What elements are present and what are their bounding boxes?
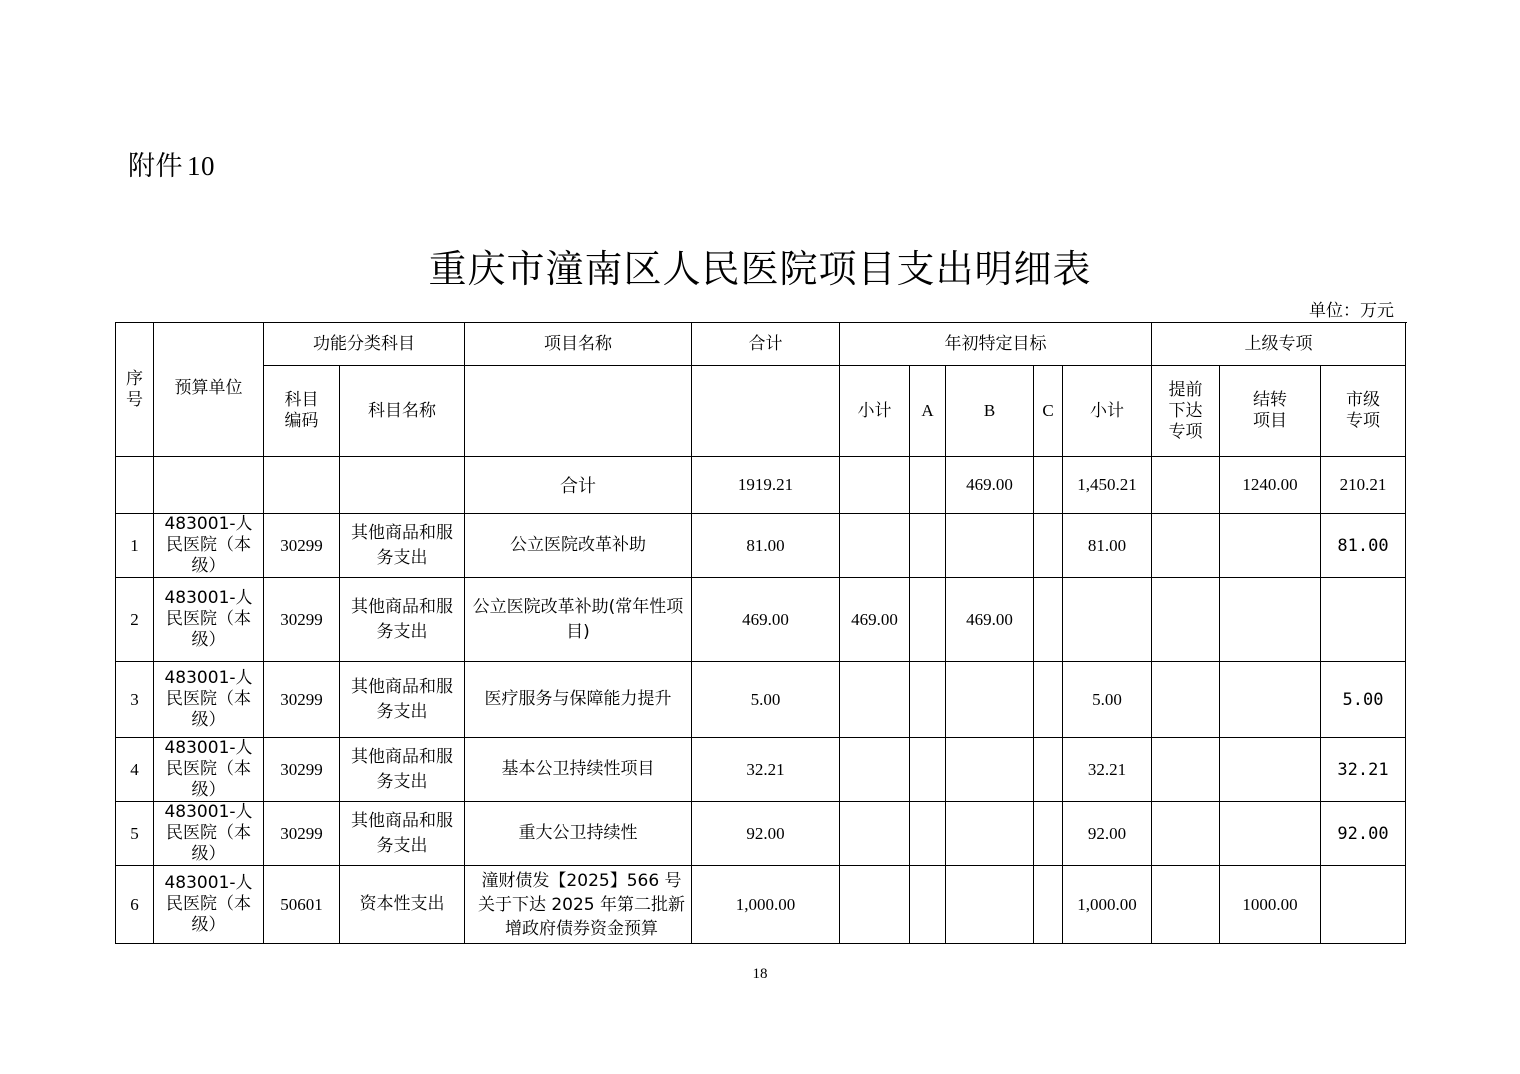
row-municipal: 5.00 xyxy=(1321,662,1406,738)
header-budget-unit: 预算单位 xyxy=(154,323,264,457)
row-carryover xyxy=(1220,802,1321,866)
row-col-a xyxy=(910,802,946,866)
header-col-b: B xyxy=(946,366,1034,457)
row-target-subtotal xyxy=(840,662,910,738)
table-row xyxy=(116,802,1406,866)
total-municipal: 210.21 xyxy=(1321,457,1406,514)
row-advance xyxy=(1152,738,1220,802)
header-row-1 xyxy=(116,323,1406,366)
row-total: 92.00 xyxy=(692,802,840,866)
row-col-a xyxy=(910,578,946,662)
table-row xyxy=(116,738,1406,802)
total-target-subtotal xyxy=(840,457,910,514)
header-subject-name: 科目名称 xyxy=(340,366,465,457)
total-c xyxy=(1034,457,1063,514)
row-budget-unit: 483001-人民医院（本级） xyxy=(154,866,264,944)
row-total: 1,000.00 xyxy=(692,866,840,944)
total-unit xyxy=(154,457,264,514)
row-total: 81.00 xyxy=(692,514,840,578)
row-seq: 1 xyxy=(116,514,154,578)
row-col-a xyxy=(910,514,946,578)
row-target-subtotal xyxy=(840,802,910,866)
row-superior-subtotal: 32.21 xyxy=(1063,738,1152,802)
row-col-b xyxy=(946,802,1034,866)
row-superior-subtotal xyxy=(1063,578,1152,662)
header-carryover: 结转项目 xyxy=(1220,366,1321,457)
row-col-c xyxy=(1034,866,1063,944)
row-col-c xyxy=(1034,578,1063,662)
row-project-name: 重大公卫持续性 xyxy=(465,802,692,866)
row-carryover xyxy=(1220,514,1321,578)
table-row xyxy=(116,514,1406,578)
row-seq: 6 xyxy=(116,866,154,944)
header-target-subtotal: 小计 xyxy=(840,366,910,457)
header-subject-code: 科目编码 xyxy=(264,366,340,457)
row-col-a xyxy=(910,866,946,944)
unit-label: 单位：万元 xyxy=(1309,301,1394,321)
row-subject-code: 30299 xyxy=(264,578,340,662)
row-budget-unit: 483001-人民医院（本级） xyxy=(154,662,264,738)
attachment-number: 10 xyxy=(187,151,215,181)
row-superior-subtotal: 92.00 xyxy=(1063,802,1152,866)
row-total: 32.21 xyxy=(692,738,840,802)
total-label: 合计 xyxy=(465,457,692,514)
row-subject-code: 30299 xyxy=(264,662,340,738)
row-municipal: 92.00 xyxy=(1321,802,1406,866)
total-total: 1919.21 xyxy=(692,457,840,514)
row-seq: 3 xyxy=(116,662,154,738)
attachment-label-text: 附件 xyxy=(128,151,183,182)
row-subject-code: 30299 xyxy=(264,738,340,802)
header-row-2 xyxy=(116,366,1406,457)
total-seq xyxy=(116,457,154,514)
header-total: 合计 xyxy=(692,323,840,366)
header-project-name: 项目名称 xyxy=(465,323,692,366)
row-advance xyxy=(1152,578,1220,662)
row-budget-unit: 483001-人民医院（本级） xyxy=(154,738,264,802)
row-project-name: 潼财债发【2025】566 号关于下达 2025 年第二批新增政府债券资金预算 xyxy=(465,866,692,944)
row-seq: 4 xyxy=(116,738,154,802)
row-col-a xyxy=(910,662,946,738)
table-row xyxy=(116,866,1406,944)
page-title: 重庆市潼南区人民医院项目支出明细表 xyxy=(428,247,1092,291)
row-municipal: 32.21 xyxy=(1321,738,1406,802)
row-target-subtotal xyxy=(840,514,910,578)
header-col-a: A xyxy=(910,366,946,457)
row-carryover xyxy=(1220,662,1321,738)
row-subject-name: 资本性支出 xyxy=(340,866,465,944)
header-superior-group: 上级专项 xyxy=(1152,323,1406,366)
row-superior-subtotal: 1,000.00 xyxy=(1063,866,1152,944)
row-project-name: 基本公卫持续性项目 xyxy=(465,738,692,802)
row-col-b xyxy=(946,662,1034,738)
row-col-c xyxy=(1034,662,1063,738)
row-target-subtotal xyxy=(840,866,910,944)
attachment-label xyxy=(128,144,215,183)
row-seq: 5 xyxy=(116,802,154,866)
header-advance: 提前下达专项 xyxy=(1152,366,1220,457)
row-col-b: 469.00 xyxy=(946,578,1034,662)
row-col-b xyxy=(946,514,1034,578)
row-subject-name: 其他商品和服务支出 xyxy=(340,514,465,578)
table-row xyxy=(116,662,1406,738)
row-project-name: 医疗服务与保障能力提升 xyxy=(465,662,692,738)
row-budget-unit: 483001-人民医院（本级） xyxy=(154,578,264,662)
row-col-b xyxy=(946,866,1034,944)
row-advance xyxy=(1152,514,1220,578)
row-target-subtotal: 469.00 xyxy=(840,578,910,662)
row-col-c xyxy=(1034,738,1063,802)
row-col-c xyxy=(1034,514,1063,578)
project-expenditure-table xyxy=(115,322,1406,944)
total-subject xyxy=(340,457,465,514)
row-advance xyxy=(1152,866,1220,944)
row-col-a xyxy=(910,738,946,802)
row-carryover xyxy=(1220,578,1321,662)
header-seq: 序号 xyxy=(116,323,154,457)
row-target-subtotal xyxy=(840,738,910,802)
row-project-name: 公立医院改革补助(常年性项目) xyxy=(465,578,692,662)
row-total: 469.00 xyxy=(692,578,840,662)
row-subject-name: 其他商品和服务支出 xyxy=(340,802,465,866)
row-subject-code: 50601 xyxy=(264,866,340,944)
total-b: 469.00 xyxy=(946,457,1034,514)
row-carryover xyxy=(1220,738,1321,802)
header-func-group: 功能分类科目 xyxy=(264,323,465,366)
row-superior-subtotal: 81.00 xyxy=(1063,514,1152,578)
row-subject-code: 30299 xyxy=(264,514,340,578)
header-project-name-blank xyxy=(465,366,692,457)
row-budget-unit: 483001-人民医院（本级） xyxy=(154,802,264,866)
row-col-b xyxy=(946,738,1034,802)
row-project-name: 公立医院改革补助 xyxy=(465,514,692,578)
row-municipal: 81.00 xyxy=(1321,514,1406,578)
row-advance xyxy=(1152,802,1220,866)
row-seq: 2 xyxy=(116,578,154,662)
row-total: 5.00 xyxy=(692,662,840,738)
header-total-blank xyxy=(692,366,840,457)
page-number: 18 xyxy=(752,966,768,982)
row-superior-subtotal: 5.00 xyxy=(1063,662,1152,738)
total-carryover: 1240.00 xyxy=(1220,457,1321,514)
row-subject-name: 其他商品和服务支出 xyxy=(340,662,465,738)
total-advance xyxy=(1152,457,1220,514)
row-carryover: 1000.00 xyxy=(1220,866,1321,944)
header-target-group: 年初特定目标 xyxy=(840,323,1152,366)
row-col-c xyxy=(1034,802,1063,866)
row-subject-code: 30299 xyxy=(264,802,340,866)
header-municipal: 市级专项 xyxy=(1321,366,1406,457)
row-budget-unit: 483001-人民医院（本级） xyxy=(154,514,264,578)
row-municipal xyxy=(1321,578,1406,662)
total-row xyxy=(116,457,1406,514)
header-col-c: C xyxy=(1034,366,1063,457)
total-superior-subtotal: 1,450.21 xyxy=(1063,457,1152,514)
row-subject-name: 其他商品和服务支出 xyxy=(340,578,465,662)
total-a xyxy=(910,457,946,514)
header-superior-subtotal: 小计 xyxy=(1063,366,1152,457)
table-row xyxy=(116,578,1406,662)
row-municipal xyxy=(1321,866,1406,944)
row-subject-name: 其他商品和服务支出 xyxy=(340,738,465,802)
row-advance xyxy=(1152,662,1220,738)
total-code xyxy=(264,457,340,514)
